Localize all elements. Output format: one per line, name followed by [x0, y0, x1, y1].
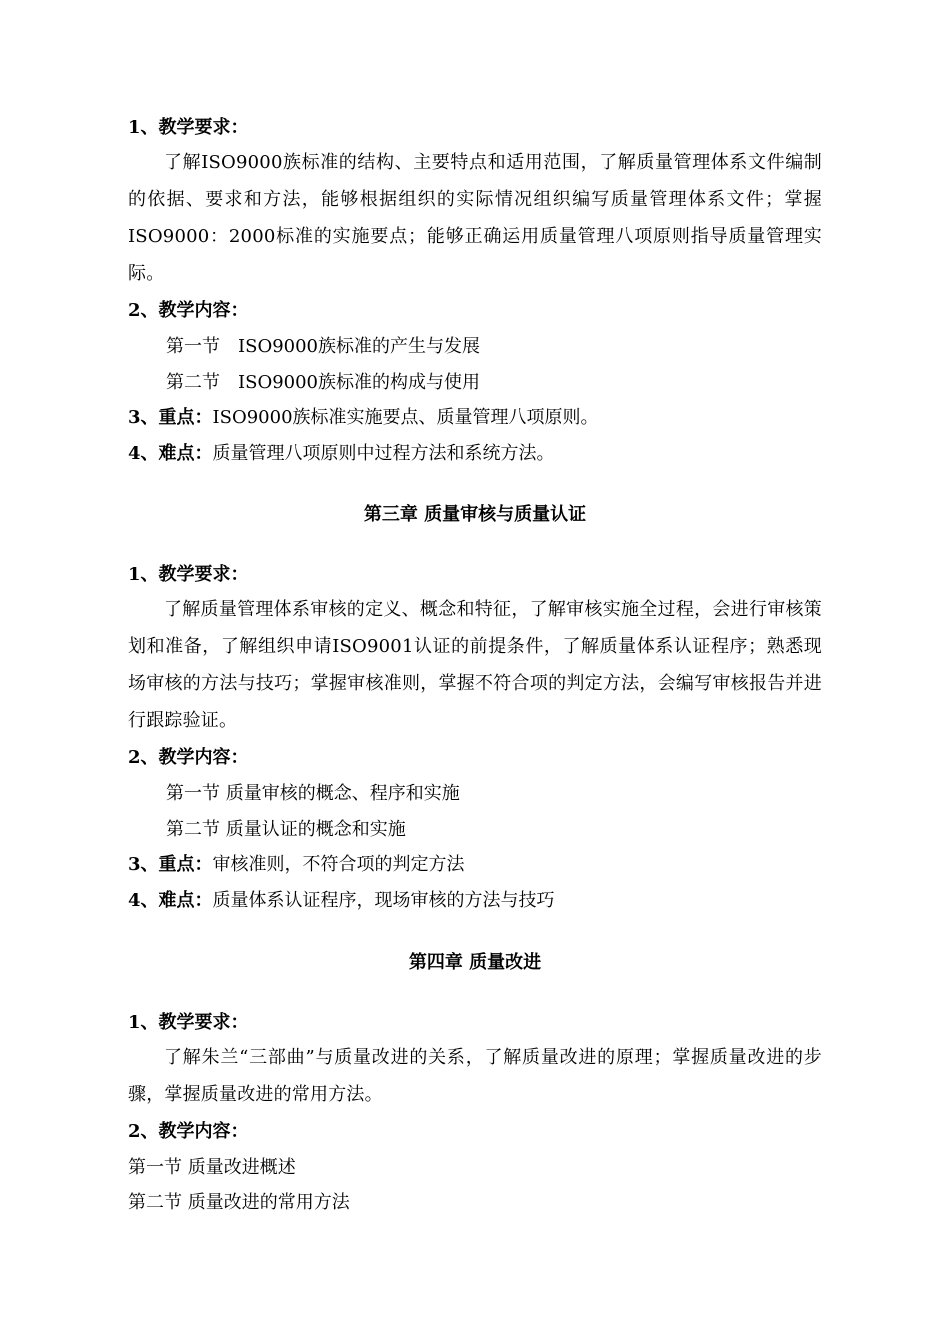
ch3-requirements-heading: 1、教学要求： [128, 564, 249, 585]
ch4-requirements-heading: 1、教学要求： [128, 1012, 249, 1033]
ch4-requirements-text: 了解朱兰“三部曲”与质量改进的关系，了解质量改进的原理；掌握质量改进的步骤，掌握质量改进的常用方法。 [128, 1047, 822, 1105]
ch2-content-item-2: 第二节 ISO9000族标准的构成与使用 [166, 372, 481, 393]
ch3-key-label: 3、重点： [128, 854, 213, 875]
ch3-diff-label: 4、难点： [128, 890, 213, 911]
ch2-key-points [128, 406, 599, 430]
ch3-content-item-1: 第一节 质量审核的概念、程序和实施 [166, 783, 460, 804]
ch2-key-label: 3、重点： [128, 407, 213, 428]
ch2-requirements-text: 了解ISO9000族标准的结构、主要特点和适用范围，了解质量管理体系文件编制的依据、要求和方法，能够根据组织的实际情况组织编写质量管理体系文件；掌握ISO9000：2000标准的实施要点；能够正确运用质量管理八项原则指导质量管理实际。 [128, 152, 822, 284]
ch2-key-text: ISO9000族标准实施要点、质量管理八项原则。 [212, 407, 599, 428]
ch2-diff-text: 质量管理八项原则中过程方法和系统方法。 [212, 443, 555, 464]
ch4-content-heading: 2、教学内容： [128, 1121, 249, 1142]
ch3-key-points [128, 853, 465, 877]
ch2-content-item-1: 第一节 ISO9000族标准的产生与发展 [166, 336, 481, 357]
ch2-diff-label: 4、难点： [128, 443, 213, 464]
ch3-content-item-2: 第二节 质量认证的概念和实施 [166, 819, 406, 840]
ch2-content-heading: 2、教学内容： [128, 300, 249, 321]
ch3-title: 第三章 质量审核与质量认证 [363, 504, 587, 525]
ch4-content-item-2: 第二节 质量改进的常用方法 [128, 1192, 350, 1213]
ch3-key-text: 审核准则，不符合项的判定方法 [212, 854, 465, 875]
ch3-diff-text: 质量体系认证程序，现场审核的方法与技巧 [212, 890, 555, 911]
ch4-content-item-1: 第一节 质量改进概述 [128, 1157, 296, 1178]
ch3-requirements-text: 了解质量管理体系审核的定义、概念和特征，了解审核实施全过程，会进行审核策划和准备，了解组织申请ISO9001认证的前提条件，了解质量体系认证程序；熟悉现场审核的方法与技巧；掌握审核准则，掌握不符合项的判定方法，会编写审核报告并进行跟踪验证。 [128, 599, 822, 731]
ch3-difficult-points [128, 889, 555, 913]
ch3-content-heading: 2、教学内容： [128, 747, 249, 768]
ch2-difficult-points [128, 442, 555, 466]
ch2-requirements-heading: 1、教学要求： [128, 117, 249, 138]
ch4-title: 第四章 质量改进 [408, 952, 542, 973]
